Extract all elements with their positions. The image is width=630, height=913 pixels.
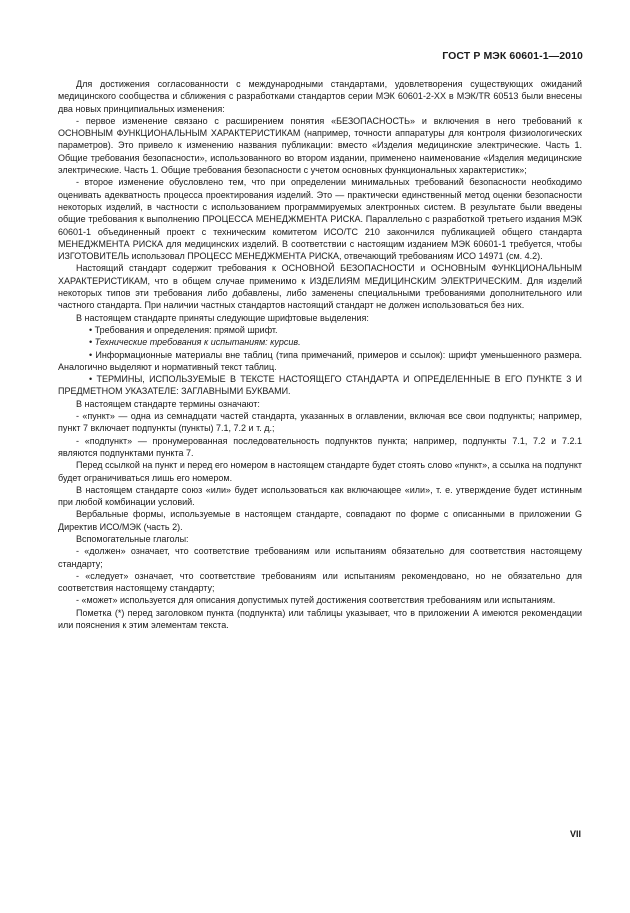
change-item-safety: - первое изменение связано с расширением понятия «БЕЗОПАСНОСТЬ» и включения в него требований к ОСНОВНЫМ ФУНКЦИОНАЛЬНЫМ ХАРАКТЕРИСТИКАМ (например, точности аппаратуры для контроля физиологических параметров). Это привело к изменению названия публикации: вместо «Изделия медицинские электрические. Часть 1. Общие требования безопасности», использованного во втором издании, применено наименование «Изделия медицинские электрические. Часть 1. Общие требования безопасности с учетом основных функциональных характеристик»; — [58, 115, 582, 176]
term-clause: - «пункт» — одна из семнадцати частей стандарта, указанных в оглавлении, включая все свои подпункты; например, пункт 7 включает подпункты (пункты) 7.1, 7.2 и т. д.; — [58, 411, 582, 434]
bullet-test-specs-text: • Технические требования к испытаниям: курсив. — [89, 337, 301, 348]
bullet-informative: • Информационные материалы вне таблиц (типа примечаний, примеров и ссылок): шрифт уменьшенного размера. Аналогично выделяют и нормативный текст таблиц. — [58, 349, 582, 372]
verbal-forms-paragraph: Вербальные формы, используемые в настоящем стандарте, совпадают по форме с описанными в приложении G Директив ИСО/МЭК (часть 2). — [58, 509, 582, 532]
reference-rule-paragraph: Перед ссылкой на пункт и перед его номером в настоящем стандарте будет стоять слово «пункт», а ссылка на подпункт будет ограничиваться лишь его номером. — [58, 460, 582, 483]
intro-paragraph: Для достижения согласованности с международными стандартами, удовлетворения существующих ожиданий медицинского сообщества и сближения с разработками стандартов серии МЭК 60601-2-XX в МЭК/TR 60513 были внесены два новых принципиальных изменения: — [58, 79, 582, 114]
bullet-terms: • ТЕРМИНЫ, ИСПОЛЬЗУЕМЫЕ В ТЕКСТЕ НАСТОЯЩЕГО СТАНДАРТА И ОПРЕДЕЛЕННЫЕ В ЕГО ПУНКТЕ 3 И ПРЕДМЕТНОМ УКАЗАТЕЛЕ: ЗАГЛАВНЫМИ БУКВАМИ. — [58, 374, 582, 397]
terms-intro: В настоящем стандарте термины означают: — [76, 398, 260, 409]
page-number: VII — [569, 829, 581, 839]
scope-paragraph: Настоящий стандарт содержит требования к ОСНОВНОЙ БЕЗОПАСНОСТИ и ОСНОВНЫМ ФУНКЦИОНАЛЬНЫМ ХАРАКТЕРИСТИКАМ, что в общем случае применимо к ИЗДЕЛИЯМ МЕДИЦИНСКИМ ЭЛЕКТРИЧЕСКИМ. Для изделий некоторых типов эти требования либо добавлены, либо заменены специальными требованиями дополнительного или частного стандарта. При наличии частных стандартов настоящий стандарт не должен использоваться без них. — [58, 263, 582, 311]
term-subclause: - «подпункт» — пронумерованная последовательность подпунктов пункта; например, подпункты 7.1, 7.2 и 7.2.1 являются подпунктами пункта 7. — [58, 435, 582, 458]
auxiliary-verbs-heading: Вспомогательные глаголы: — [76, 533, 189, 544]
bullet-test-specs — [58, 336, 582, 348]
document-header: ГОСТ Р МЭК 60601-1—2010 — [442, 50, 583, 62]
change-item-risk-management: - второе изменение обусловлено тем, что при определении минимальных требований безопасности необходимо оценивать адекватность процесса проектирования изделий. Это — практически единственный метод оценки безопасности некоторых изделий, в частности с использованием программируемых электронных систем. В результате были введены общие требования к выполнению ПРОЦЕССА МЕНЕДЖМЕНТА РИСКА. Параллельно с разработкой третьего издания МЭК 60601-1 объединенный проект с техническим комитетом ИСО/ТС 210 закончился публикацией общего стандарта МЕНЕДЖМЕНТА РИСКА для медицинских изделий. В соответствии с настоящим изданием МЭК 60601-1 требуется, чтобы ИЗГОТОВИТЕЛЬ использовал ПРОЦЕСС МЕНЕДЖМЕНТА РИСКА, отвечающий требованиям ИСО 14971 (см. 4.2). — [58, 177, 582, 262]
typography-intro: В настоящем стандарте приняты следующие шрифтовые выделения: — [76, 312, 369, 323]
document-body — [58, 78, 582, 631]
bullet-requirements: • Требования и определения: прямой шрифт. — [89, 324, 278, 335]
asterisk-note-paragraph: Пометка (*) перед заголовком пункта (подпункта) или таблицы указывает, что в приложении А имеются рекомендации или пояснения к этим элементам текста. — [58, 607, 582, 631]
verb-shall: - «должен» означает, что соответствие требованиям или испытаниям обязательно для соответствия настоящему стандарту; — [58, 546, 582, 569]
or-rule-paragraph: В настоящем стандарте союз «или» будет использоваться как включающее «или», т. е. утверждение будет истинным при любой комбинации условий. — [58, 484, 582, 508]
verb-may: - «может» используется для описания допустимых путей достижения соответствия требованиям или испытаниям. — [76, 595, 556, 606]
verb-should: - «следует» означает, что соответствие требованиям или испытаниям рекомендовано, но не обязательно для соответствия настоящему стандарту; — [58, 570, 582, 594]
